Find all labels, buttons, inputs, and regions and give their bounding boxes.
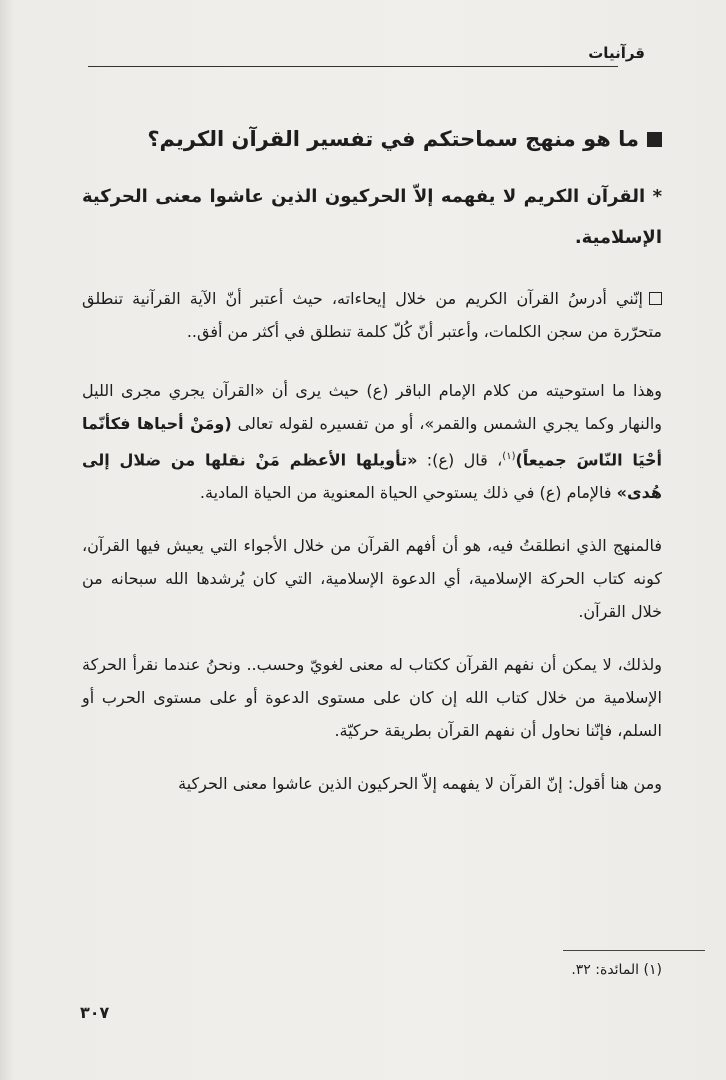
paragraph-4: ولذلك، لا يمكن أن نفهم القرآن ككتاب له معنى لغويّ وحسب.. ونحنُ عندما نقرأ الحركة الإسلامية من خلال كتاب الله إن كان على مستوى الدعوة أو على مستوى الحرب أو السلم، فإنّنا نحاول أن نفهم القرآن بطريقة حركيّة.: [82, 655, 662, 741]
page-body: [82, 118, 662, 820]
footnote-ref: (١): [502, 451, 516, 462]
question-text: ما هو منهج سماحتكم في تفسير القرآن الكريم؟: [147, 127, 639, 151]
paragraph-5: ومن هنا أقول: إنّ القرآن لا يفهمه إلاّ الحركيون الذين عاشوا معنى الحركية: [178, 774, 662, 794]
header-rule: [88, 66, 618, 67]
imam-quote: «تأويلها الأعظم مَنْ نقلها من ضلال إلى هُدى»: [82, 450, 662, 503]
footnote: (١) المائدة: ٣٢.: [571, 962, 662, 978]
question-heading: [82, 118, 662, 160]
answer-lead: * القرآن الكريم لا يفهمه إلاّ الحركيون الذين عاشوا معنى الحركية الإسلامية.: [82, 186, 662, 248]
hollow-square-icon: [649, 292, 662, 305]
paragraph-1: [82, 282, 662, 348]
paragraph-1-text: إنّني أدرسُ القرآن الكريم من خلال إيحاءاته، حيث أعتبر أنّ الآية القرآنية تنطلق متحرّرة من سجن الكلمات، وأعتبر أنّ كُلّ كلمة تنطلق في أكثر من أفق..: [82, 289, 662, 341]
paragraph-3: فالمنهج الذي انطلقتُ فيه، هو أن أفهم القرآن من خلال الأجواء التي يعيش فيها القرآن، كونه كتاب الحركة الإسلامية، أي الدعوة الإسلامية، التي كان يُرشدها الله سبحانه من خلال القرآن.: [82, 536, 662, 622]
page-number: ٣٠٧: [80, 1003, 110, 1022]
footnote-rule: [563, 950, 705, 951]
paragraph-2-part-2: ، قال (ع):: [417, 450, 503, 470]
square-bullet-icon: [647, 132, 662, 147]
quran-verse: (ومَنْ أحياها فكأنّما أحْيَا النّاسَ جميعاً): [82, 414, 662, 470]
paragraph-2: [82, 374, 662, 509]
paragraph-2-part-3: فالإمام (ع) في ذلك يستوحي الحياة المعنوية من الحياة المادية.: [199, 483, 617, 503]
running-header-title: قرآنيات: [588, 44, 645, 62]
paragraph-2-part-1: وهذا ما استوحيته من كلام الإمام الباقر (ع) حيث يرى أن «القرآن يجري مجرى الليل والنهار وكما يجري الشمس والقمر»، أو من تفسيره لقوله تعالى: [82, 381, 663, 433]
